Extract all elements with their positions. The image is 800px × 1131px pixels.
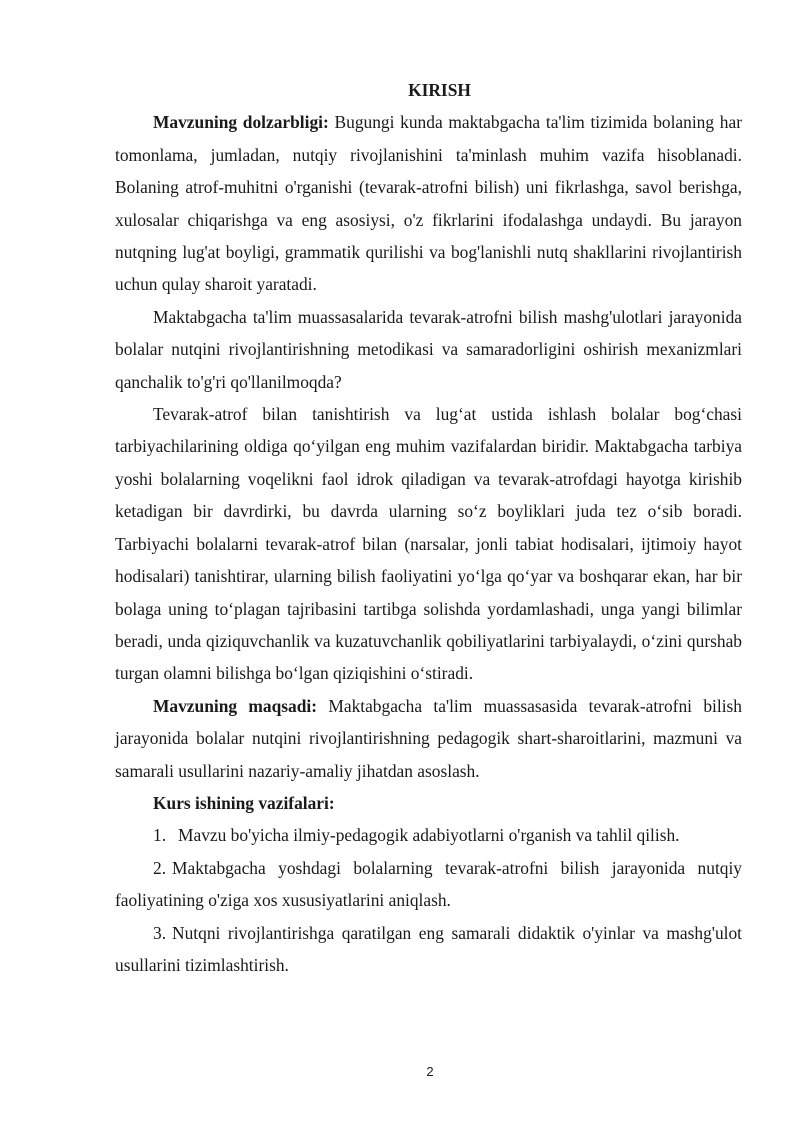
task-text: Mavzu bo'yicha ilmiy-pedagogik adabiyotlarni o'rganish va tahlil qilish. [178,825,680,846]
task-number: 1. [153,825,167,846]
goal-lead: Mavzuning maqsadi: [153,695,318,716]
tasks-heading: Kurs ishining vazifalari: [153,792,335,813]
section-title: KIRISH [408,80,471,100]
paragraph-goal [115,690,742,787]
paragraph-relevance [115,106,742,300]
task-item [115,917,742,982]
relevance-text: Bugungi kunda maktabgacha ta'lim tizimida bolaning har tomonlama, jumladan, nutqiy rivojlanishini ta'minlash muhim vazifa hisoblanadi. Bolaning atrof-muhitni o'rganishi (tevarak-atrofni bilish) uni fikrlashga, savol berishga, xulosalar chiqarishga va eng asosiysi, o'z fikrlarini ifodalashga undaydi. Bu jarayon nutqning lug'at boyligi, grammatik qurilishi va bog'lanishli nutq shakllarini rivojlantirish uchun qulay sharoit yaratadi. [115,112,742,295]
relevance-lead: Mavzuning dolzarbligi: [153,112,329,133]
task-text: Maktabgacha yoshdagi bolalarning tevarak-atrofni bilish jarayonida nutqiy faoliyatining o'ziga xos xususiyatlarini aniqlash. [115,857,742,911]
goal-text: Maktabgacha ta'lim muassasasida tevarak-atrofni bilish jarayonida bolalar nutqini rivojlantirishning pedagogik shart-sharoitlarini, mazmuni va samarali usullarini nazariy-amaliy jihatdan asoslash. [115,695,742,781]
task-number: 2. [153,857,167,878]
document-body [115,74,742,981]
task-text: Nutqni rivojlantirishga qaratilgan eng samarali didaktik o'yinlar va mashg'ulot usullarini tizimlashtirish. [115,922,742,975]
task-number: 3. [153,922,167,943]
task-item [115,852,742,917]
page-number: 2 [426,1064,434,1079]
paragraph-question: Maktabgacha ta'lim muassasalarida tevarak-atrofni bilish mashg'ulotlari jarayonida bolalar nutqini rivojlantirishning metodikasi va samaradorligini oshirish mexanizmlari qanchalik to'g'ri qo'llanilmoqda? [115,306,742,392]
task-item [115,819,742,851]
paragraph-familiarization: Tevarak-atrof bilan tanishtirish va lug‘at ustida ishlash bolalar bog‘chasi tarbiyachilarining oldiga qo‘yilgan eng muhim vazifalardan biridir. Maktabgacha tarbiya yoshi bolalarning voqelikni faol idrok qiladigan va tevarak-atrofdagi hayotga kirishib ketadigan bir davrdirki, bu davrda ularning so‘z boyliklari juda tez o‘sib boradi. Tarbiyachi bolalarni tevarak-atrof bilan (narsalar, jonli tabiat hodisalari, ijtimoiy hayot hodisalari) tanishtirar, ularning bilish faoliyatini yo‘lga qo‘yar va boshqarar ekan, har bir bolaga uning to‘plagan tajribasini tartibga solishda yordamlashadi, unga yangi bilimlar beradi, unda qiziquvchanlik va kuzatuvchanlik qobiliyatlarini tarbiyalaydi, o‘zini qurshab turgan olamni bilishga bo‘lgan qiziqishini o‘stiradi. [115,404,742,684]
